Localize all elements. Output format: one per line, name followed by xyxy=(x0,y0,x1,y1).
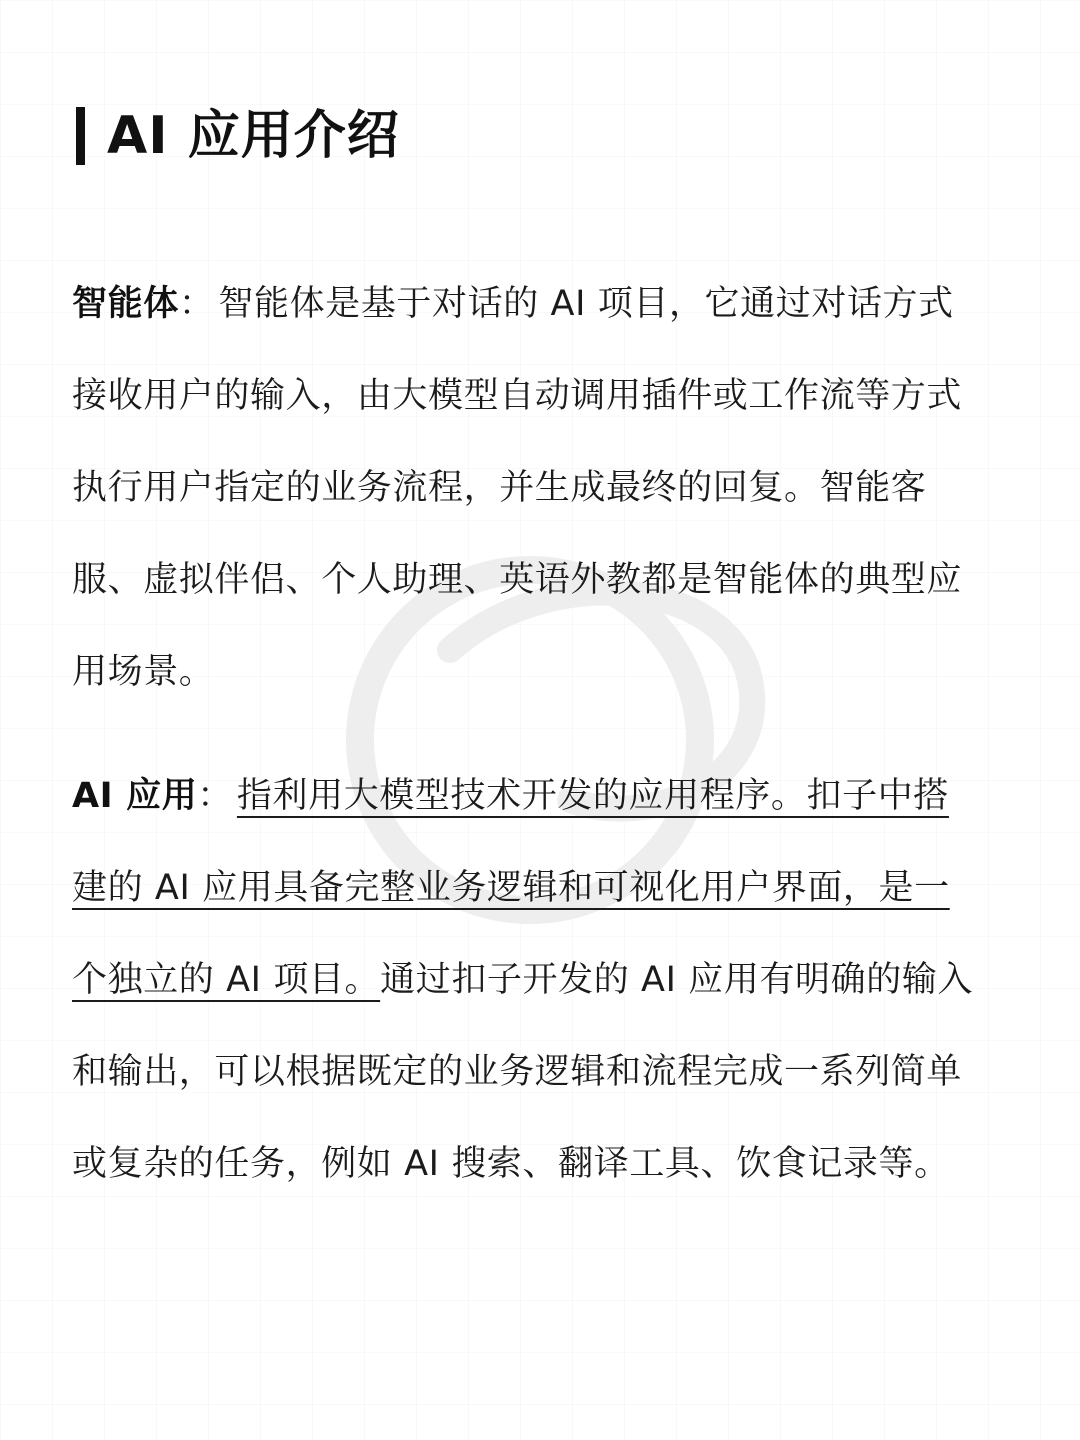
term-agent: 智能体 xyxy=(72,284,179,324)
title-text: AI 应用介绍 xyxy=(107,106,400,166)
title-accent-bar xyxy=(76,107,85,165)
term-colon: ： xyxy=(197,776,233,816)
paragraph-ai-app xyxy=(72,750,982,1210)
paragraph-agent xyxy=(72,258,982,718)
page-title xyxy=(76,104,400,168)
agent-description: 智能体是基于对话的 AI 项目，它通过对话方式接收用户的输入，由大模型自动调用插件或工作流等方式执行用户指定的业务流程，并生成最终的回复。智能客服、虚拟伴侣、个人助理、英语外教都是智能体的典型应用场景。 xyxy=(72,284,963,692)
term-colon: ： xyxy=(178,284,215,324)
term-ai-app: AI 应用 xyxy=(72,776,198,816)
ai-app-definition-underlined: 指利用大模型技术开发的应用程序。扣子中搭建的 AI 应用具备完整业务逻辑和可视化用户界面，是一个独立的 AI 项目。 xyxy=(72,776,950,1000)
ai-app-description: 通过扣子开发的 AI 应用有明确的输入和输出，可以根据既定的业务逻辑和流程完成一系列简单或复杂的任务，例如 AI 搜索、翻译工具、饮食记录等。 xyxy=(72,960,974,1184)
